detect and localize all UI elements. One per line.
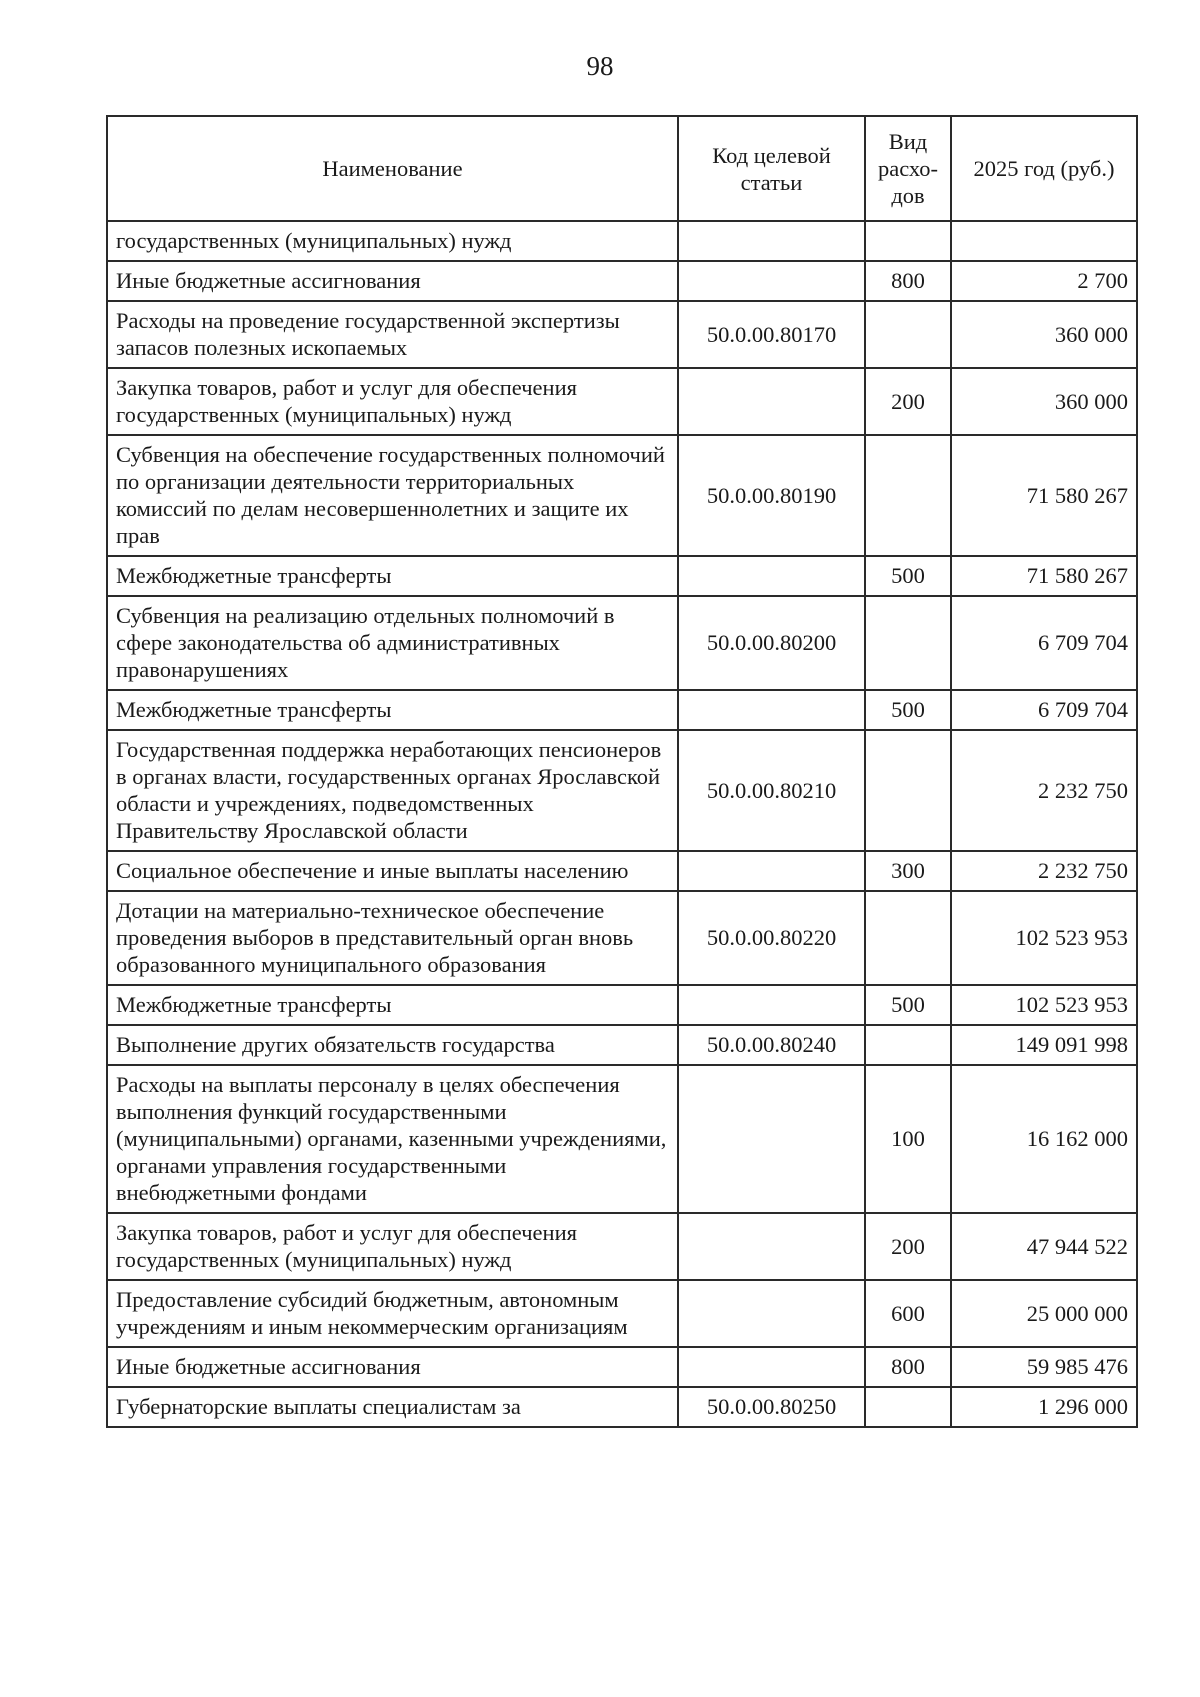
row-kind: 500	[865, 556, 951, 596]
row-amount: 71 580 267	[951, 556, 1137, 596]
table-row	[107, 690, 1137, 730]
row-name: Межбюджетные трансферты	[107, 985, 678, 1025]
row-code: 50.0.00.80220	[678, 891, 865, 985]
row-name: Дотации на материально-техническое обеспечение проведения выборов в представительный орган вновь образованного муниципального образования	[107, 891, 678, 985]
table-row	[107, 301, 1137, 368]
header-amount: 2025 год (руб.)	[951, 116, 1137, 221]
row-name: Иные бюджетные ассигнования	[107, 1347, 678, 1387]
row-kind: 800	[865, 1347, 951, 1387]
row-kind: 500	[865, 985, 951, 1025]
row-amount: 149 091 998	[951, 1025, 1137, 1065]
table-row	[107, 1025, 1137, 1065]
row-code	[678, 985, 865, 1025]
row-amount: 6 709 704	[951, 690, 1137, 730]
row-code	[678, 851, 865, 891]
row-amount: 16 162 000	[951, 1065, 1137, 1213]
header-code: Код целевой статьи	[678, 116, 865, 221]
row-kind: 800	[865, 261, 951, 301]
header-name: Наименование	[107, 116, 678, 221]
table-row	[107, 891, 1137, 985]
table-row	[107, 1213, 1137, 1280]
table-row	[107, 368, 1137, 435]
page-number: 98	[586, 51, 614, 81]
row-code	[678, 1213, 865, 1280]
row-amount: 25 000 000	[951, 1280, 1137, 1347]
header-kind: Вид расхо-дов	[865, 116, 951, 221]
row-name: Межбюджетные трансферты	[107, 556, 678, 596]
row-code	[678, 221, 865, 261]
budget-table	[106, 115, 1138, 1428]
row-amount: 2 232 750	[951, 851, 1137, 891]
row-name: Выполнение других обязательств государства	[107, 1025, 678, 1065]
table-row	[107, 435, 1137, 556]
table-row	[107, 221, 1137, 261]
table-row	[107, 1280, 1137, 1347]
row-name: Губернаторские выплаты специалистам за	[107, 1387, 678, 1427]
row-code	[678, 1347, 865, 1387]
row-kind	[865, 1387, 951, 1427]
row-code	[678, 556, 865, 596]
row-kind	[865, 301, 951, 368]
row-amount: 2 700	[951, 261, 1137, 301]
row-kind: 500	[865, 690, 951, 730]
row-amount: 47 944 522	[951, 1213, 1137, 1280]
row-code: 50.0.00.80240	[678, 1025, 865, 1065]
row-name: Межбюджетные трансферты	[107, 690, 678, 730]
row-amount: 360 000	[951, 368, 1137, 435]
row-kind	[865, 891, 951, 985]
row-amount: 71 580 267	[951, 435, 1137, 556]
table-header-row	[107, 116, 1137, 221]
row-name: Расходы на проведение государственной экспертизы запасов полезных ископаемых	[107, 301, 678, 368]
row-amount: 59 985 476	[951, 1347, 1137, 1387]
row-code	[678, 1065, 865, 1213]
row-name: государственных (муниципальных) нужд	[107, 221, 678, 261]
row-amount: 102 523 953	[951, 891, 1137, 985]
row-name: Закупка товаров, работ и услуг для обеспечения государственных (муниципальных) нужд	[107, 368, 678, 435]
row-kind	[865, 596, 951, 690]
row-name: Закупка товаров, работ и услуг для обеспечения государственных (муниципальных) нужд	[107, 1213, 678, 1280]
row-kind: 100	[865, 1065, 951, 1213]
row-code: 50.0.00.80190	[678, 435, 865, 556]
table-row	[107, 596, 1137, 690]
row-code: 50.0.00.80170	[678, 301, 865, 368]
row-name: Субвенция на реализацию отдельных полномочий в сфере законодательства об административных правонарушениях	[107, 596, 678, 690]
row-kind: 600	[865, 1280, 951, 1347]
row-kind: 200	[865, 368, 951, 435]
table-row	[107, 851, 1137, 891]
row-amount: 360 000	[951, 301, 1137, 368]
table-row	[107, 1065, 1137, 1213]
row-amount	[951, 221, 1137, 261]
row-amount: 102 523 953	[951, 985, 1137, 1025]
table-row	[107, 1347, 1137, 1387]
row-name: Расходы на выплаты персоналу в целях обеспечения выполнения функций государственными (муниципальными) органами, казенными учреждениями, органами управления государственными внебюджетными фондами	[107, 1065, 678, 1213]
row-kind	[865, 730, 951, 851]
row-code: 50.0.00.80200	[678, 596, 865, 690]
table-row	[107, 261, 1137, 301]
row-code: 50.0.00.80250	[678, 1387, 865, 1427]
row-amount: 2 232 750	[951, 730, 1137, 851]
row-name: Иные бюджетные ассигнования	[107, 261, 678, 301]
row-code	[678, 1280, 865, 1347]
row-code: 50.0.00.80210	[678, 730, 865, 851]
table-row	[107, 730, 1137, 851]
row-kind	[865, 435, 951, 556]
row-kind	[865, 1025, 951, 1065]
row-code	[678, 690, 865, 730]
row-name: Субвенция на обеспечение государственных полномочий по организации деятельности территориальных комиссий по делам несовершеннолетних и защите их прав	[107, 435, 678, 556]
table-row	[107, 556, 1137, 596]
row-kind	[865, 221, 951, 261]
row-amount: 1 296 000	[951, 1387, 1137, 1427]
table-row	[107, 1387, 1137, 1427]
row-kind: 200	[865, 1213, 951, 1280]
row-name: Государственная поддержка неработающих пенсионеров в органах власти, государственных органах Ярославской области и учреждениях, подведомственных Правительству Ярославской области	[107, 730, 678, 851]
table-row	[107, 985, 1137, 1025]
row-kind: 300	[865, 851, 951, 891]
row-code	[678, 368, 865, 435]
row-amount: 6 709 704	[951, 596, 1137, 690]
row-name: Предоставление субсидий бюджетным, автономным учреждениям и иным некоммерческим организациям	[107, 1280, 678, 1347]
row-name: Социальное обеспечение и иные выплаты населению	[107, 851, 678, 891]
row-code	[678, 261, 865, 301]
